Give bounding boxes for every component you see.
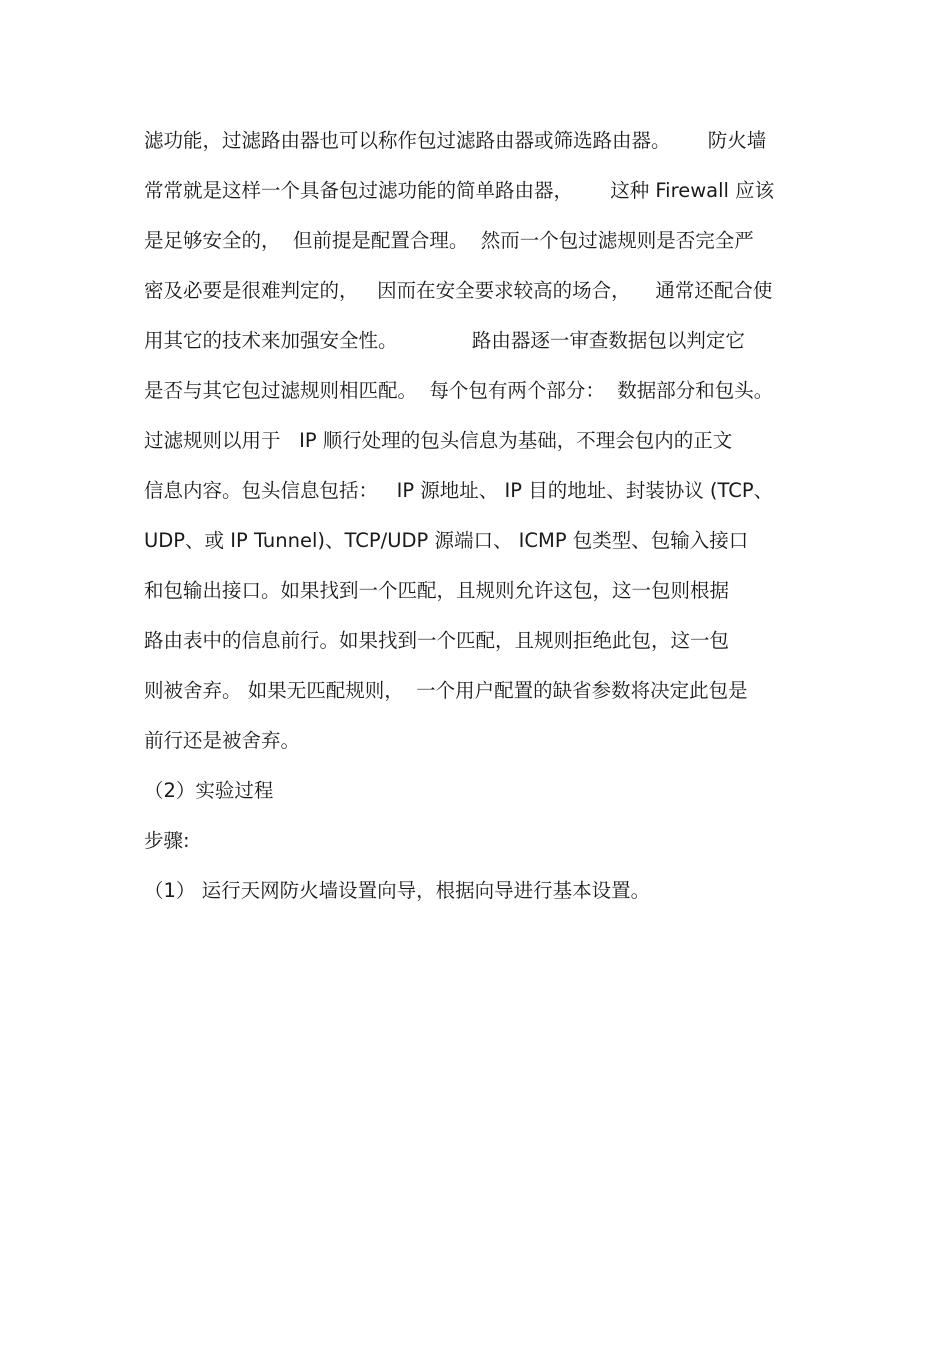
paragraph-line: 前行还是被舍弃。 <box>144 729 301 752</box>
paragraph-line: 则被舍弃。 如果无匹配规则， 一个用户配置的缺省参数将决定此包是 <box>144 679 748 702</box>
paragraph-line: 路由表中的信息前行。如果找到一个匹配，且规则拒绝此包，这一包 <box>144 629 730 652</box>
steps-label: 步骤: <box>144 829 190 852</box>
paragraph-line: 常常就是这样一个具备包过滤功能的简单路由器， 这种 Firewall 应该 <box>144 179 775 202</box>
paragraph-line: 是足够安全的， 但前提是配置合理。 然而一个包过滤规则是否完全严 <box>144 229 754 252</box>
paragraph-line: 密及必要是很难判定的， 因而在安全要求较高的场合， 通常还配合使 <box>144 279 773 302</box>
paragraph-line: 信息内容。包头信息包括： IP 源地址、 IP 目的地址、封装协议 (TCP、 <box>144 479 774 502</box>
section-heading: （2）实验过程 <box>144 779 274 802</box>
paragraph-line: 滤功能，过滤路由器也可以称作包过滤路由器或筛选路由器。 防火墙 <box>144 129 767 152</box>
step-item: （1） 运行天网防火墙设置向导，根据向导进行基本设置。 <box>144 879 651 902</box>
paragraph-line: 是否与其它包过滤规则相匹配。 每个包有两个部分： 数据部分和包头。 <box>144 379 774 402</box>
paragraph-line: 和包输出接口。如果找到一个匹配，且规则允许这包，这一包则根据 <box>144 579 730 602</box>
paragraph-line: UDP、或 IP Tunnel)、TCP/UDP 源端口、 ICMP 包类型、包输入接口 <box>144 529 749 552</box>
body-text <box>144 120 824 920</box>
paragraph-line: 过滤规则以用于 IP 顺行处理的包头信息为基础，不理会包内的正文 <box>144 429 733 452</box>
paragraph-line: 用其它的技术来加强安全性。 路由器逐一审查数据包以判定它 <box>144 329 745 352</box>
